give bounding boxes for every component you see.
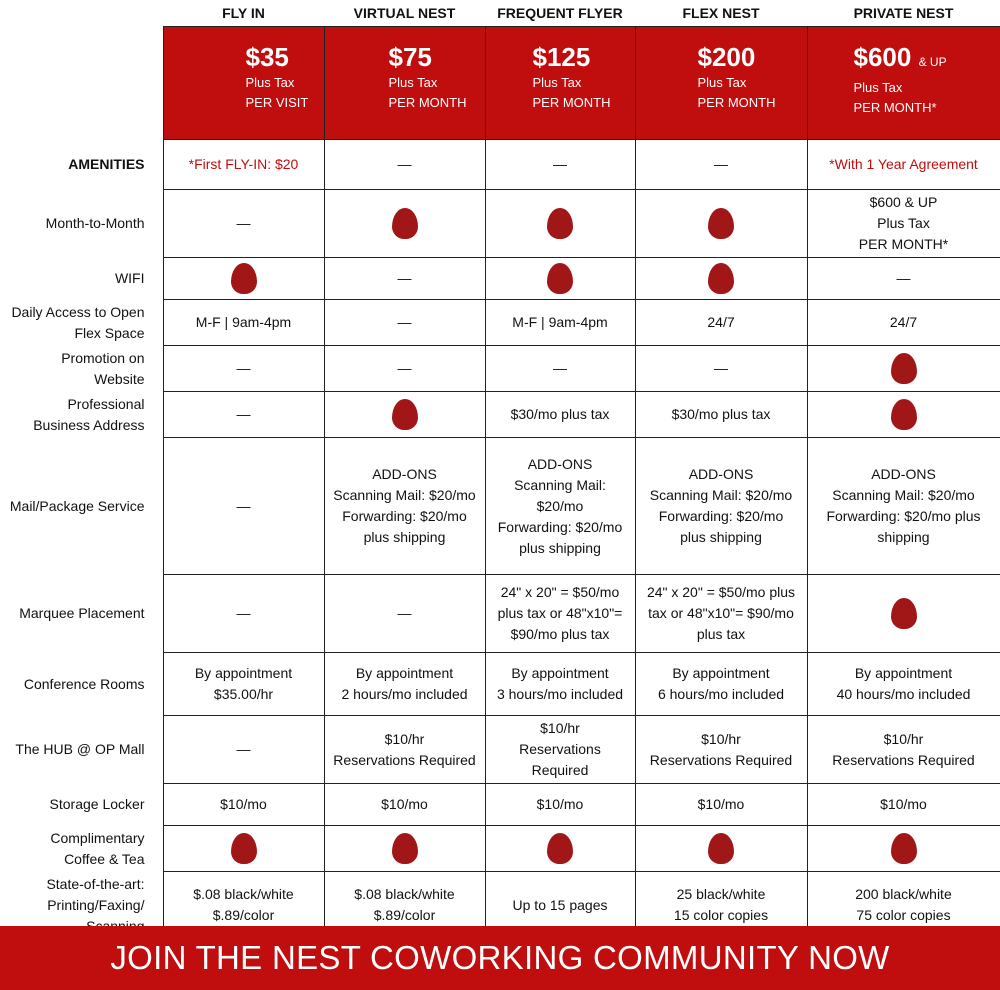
feature-label: [0, 346, 163, 392]
amenity-cell: [163, 140, 324, 190]
feature-value: $.89/color: [212, 907, 275, 923]
feature-value: 2 hours/mo included: [341, 686, 468, 702]
feature-cell: [807, 653, 1000, 716]
dash: —: [397, 314, 412, 330]
feature-cell: [485, 784, 635, 826]
feature-label-line: State-of-the-art:: [46, 875, 145, 892]
price-tax-note: Plus Tax: [245, 75, 295, 90]
feature-cell: [485, 653, 635, 716]
feature-value: $30/mo plus tax: [671, 406, 771, 422]
feature-cell: [324, 826, 485, 872]
nest-egg-icon: [708, 208, 734, 239]
feature-value: 24/7: [889, 314, 918, 330]
dash: —: [397, 605, 412, 621]
feature-value: $35.00/hr: [213, 686, 274, 702]
nest-egg-icon: [547, 208, 573, 239]
feature-value: By appointment: [672, 665, 770, 681]
nest-egg-icon: [708, 833, 734, 864]
feature-value: Forwarding: $20/mo: [497, 518, 623, 535]
feature-label-line: Coffee & Tea: [64, 850, 145, 867]
feature-label-line: Storage Locker: [49, 796, 145, 812]
feature-value: $10/hr: [384, 730, 425, 747]
feature-value: ADD-ONS: [871, 466, 936, 482]
price-period: PER MONTH*: [853, 100, 937, 115]
price-row-label: [0, 27, 163, 140]
year-agreement-note: *With 1 Year Agreement: [829, 156, 978, 172]
feature-value: $10/hr: [883, 730, 924, 747]
feature-value: 40 hours/mo included: [836, 686, 971, 702]
feature-value: $10/mo: [220, 796, 267, 812]
dash: —: [236, 215, 251, 231]
feature-value: By appointment: [194, 665, 293, 681]
price-period: PER VISIT: [245, 95, 309, 110]
feature-label: [0, 438, 163, 575]
plan-names-row: [0, 0, 1000, 27]
feature-value: plus tax or 48"x10"=: [497, 605, 623, 621]
amenity-cell: [807, 140, 1000, 190]
dash: —: [553, 156, 567, 172]
feature-cell: [807, 258, 1000, 300]
dash: —: [714, 360, 728, 376]
first-fly-in-note: *First FLY-IN: $20: [188, 156, 299, 172]
feature-value: $.08 black/white: [193, 886, 294, 902]
feature-value: Scanning Mail: $20/mo: [832, 487, 975, 503]
feature-cell: [635, 438, 807, 575]
feature-label-line: Conference Rooms: [23, 675, 145, 692]
feature-cell: [324, 575, 485, 653]
feature-cell: [807, 346, 1000, 392]
feature-row-daily-access-to-open-flex-space: [0, 300, 1000, 346]
feature-cell: [485, 300, 635, 346]
feature-label-line: Flex Space: [74, 324, 145, 341]
nest-egg-icon: [891, 598, 917, 629]
feature-label-line: Professional: [67, 395, 145, 412]
feature-cell: [324, 392, 485, 438]
nest-egg-icon: [547, 263, 573, 294]
feature-label: [0, 300, 163, 346]
feature-value: Scanning Mail: $20/mo: [649, 487, 793, 503]
feature-cell: [485, 438, 635, 575]
feature-row-professional-business-address: [0, 392, 1000, 438]
price-tax-note: Plus Tax: [853, 80, 903, 95]
price-amount: $35: [245, 42, 289, 72]
feature-label: [0, 716, 163, 784]
feature-cell: [635, 784, 807, 826]
feature-cell: [485, 716, 635, 784]
feature-cell: [163, 575, 324, 653]
plan-name-fly-in: FLY IN: [222, 5, 265, 21]
nest-egg-icon: [231, 833, 257, 864]
feature-cell: [163, 190, 324, 258]
feature-cell: [163, 438, 324, 575]
price-tax-note: Plus Tax: [388, 75, 438, 90]
plan-name-virtual-nest: VIRTUAL NEST: [353, 5, 456, 21]
nest-egg-icon: [231, 263, 257, 294]
plan-name-flex-nest: FLEX NEST: [682, 5, 760, 21]
feature-row-storage-locker: [0, 784, 1000, 826]
feature-cell: [635, 716, 807, 784]
feature-cell: [163, 784, 324, 826]
feature-value: 25 black/white: [676, 886, 766, 902]
feature-value: Up to 15 pages: [512, 896, 608, 913]
feature-value: By appointment: [854, 665, 953, 681]
feature-cell: [163, 258, 324, 300]
nest-egg-icon: [392, 833, 418, 864]
feature-cell: [807, 716, 1000, 784]
feature-cell: [807, 826, 1000, 872]
feature-label-line: The HUB @ OP Mall: [15, 741, 145, 757]
feature-label: [0, 653, 163, 716]
join-banner[interactable]: JOIN THE NEST COWORKING COMMUNITY NOW: [0, 926, 1000, 990]
feature-value: Plus Tax: [877, 215, 930, 231]
feature-row-conference-rooms: [0, 653, 1000, 716]
feature-cell: [807, 575, 1000, 653]
price-amount: $125: [532, 42, 591, 72]
feature-cell: [807, 784, 1000, 826]
feature-label-line: Printing/Faxing/: [47, 896, 145, 913]
price-row: [0, 27, 1000, 140]
feature-label-line: WIFI: [114, 270, 145, 286]
feature-cell: [485, 575, 635, 653]
feature-value: 3 hours/mo included: [496, 686, 624, 702]
nest-egg-icon: [547, 833, 573, 864]
feature-value: Scanning Mail: $20/mo: [333, 487, 476, 503]
feature-row-promotion-on-website: [0, 346, 1000, 392]
feature-value: $10/mo: [880, 796, 927, 812]
feature-cell: [485, 346, 635, 392]
nest-egg-icon: [891, 833, 917, 864]
feature-cell: [635, 190, 807, 258]
feature-row-month-to-month: [0, 190, 1000, 258]
feature-value: 15 color copies: [673, 907, 769, 923]
price-period: PER MONTH: [697, 95, 776, 110]
feature-value: By appointment: [511, 665, 609, 681]
feature-cell: [635, 826, 807, 872]
feature-cell: [635, 300, 807, 346]
feature-value: ADD-ONS: [372, 466, 437, 482]
feature-value: Forwarding: $20/mo: [658, 508, 784, 524]
feature-value: $.89/color: [373, 907, 436, 923]
feature-cell: [324, 190, 485, 258]
feature-label-line: Month-to-Month: [45, 215, 145, 231]
feature-label: [0, 258, 163, 300]
price-period: PER MONTH: [388, 95, 467, 110]
price-card-frequent-flyer[interactable]: [485, 27, 635, 140]
dash: —: [714, 156, 728, 172]
feature-value: Forwarding: $20/mo: [342, 508, 467, 524]
feature-value: $10/hr: [701, 730, 741, 747]
dash: —: [236, 406, 251, 422]
feature-value: $600 & UP: [869, 194, 938, 210]
feature-label-line: Promotion on: [61, 349, 145, 366]
feature-cell: [163, 392, 324, 438]
dash: —: [397, 270, 412, 286]
price-card-virtual-nest[interactable]: [324, 27, 485, 140]
feature-value: plus shipping: [519, 539, 601, 556]
dash: —: [236, 605, 251, 621]
feature-cell: [324, 653, 485, 716]
feature-cell: [635, 392, 807, 438]
plan-name-private-nest: PRIVATE NEST: [853, 5, 954, 21]
dash: —: [236, 360, 251, 376]
feature-label-line: Business Address: [33, 416, 145, 433]
amenity-cell: [324, 140, 485, 190]
feature-label-line: Complimentary: [50, 829, 145, 846]
feature-value: 24" x 20" = $50/mo: [500, 584, 620, 600]
amenities-label: AMENITIES: [68, 156, 145, 172]
price-amount: $75: [388, 42, 432, 72]
feature-value: 200 black/white: [855, 886, 952, 902]
feature-value: By appointment: [355, 665, 454, 681]
feature-cell: [163, 716, 324, 784]
feature-label: [0, 826, 163, 872]
feature-cell: [807, 392, 1000, 438]
feature-row-the-hub-op-mall: [0, 716, 1000, 784]
plan-name-frequent-flyer: FREQUENT FLYER: [497, 5, 623, 21]
feature-cell: [485, 392, 635, 438]
feature-value: tax or 48"x10"= $90/mo: [648, 605, 794, 621]
feature-value: $20/mo: [536, 497, 584, 514]
price-amount: $600: [853, 42, 912, 72]
nest-egg-icon: [891, 399, 917, 430]
feature-cell: [324, 258, 485, 300]
dash: —: [896, 270, 911, 286]
feature-cell: [324, 784, 485, 826]
price-tax-note: Plus Tax: [532, 75, 582, 90]
feature-value: 6 hours/mo included: [657, 686, 785, 702]
feature-value: M-F | 9am-4pm: [195, 314, 292, 330]
feature-cell: [807, 300, 1000, 346]
feature-value: 24/7: [707, 314, 735, 330]
corner-cell: [0, 0, 163, 27]
feature-value: plus shipping: [363, 529, 446, 545]
feature-label: [0, 190, 163, 258]
feature-cell: [635, 346, 807, 392]
feature-label: [0, 784, 163, 826]
feature-cell: [163, 826, 324, 872]
feature-value: Scanning Mail:: [514, 476, 606, 493]
nest-egg-icon: [392, 208, 418, 239]
feature-label-line: Marquee Placement: [19, 605, 145, 621]
amenities-row: [0, 140, 1000, 190]
feature-value: Reservations: [519, 741, 601, 757]
dash: —: [397, 156, 412, 172]
feature-row-mail-package-service: [0, 438, 1000, 575]
feature-cell: [324, 438, 485, 575]
price-period: PER MONTH: [532, 95, 611, 110]
feature-value: PER MONTH*: [858, 236, 949, 252]
feature-value: Reservations Required: [649, 751, 793, 768]
feature-value: ADD-ONS: [527, 455, 593, 472]
price-card-flex-nest[interactable]: [635, 27, 807, 140]
feature-value: Forwarding: $20/mo plus: [826, 508, 981, 524]
feature-value: $90/mo plus tax: [510, 626, 610, 642]
feature-value: $10/mo: [697, 796, 745, 812]
dash: —: [236, 497, 251, 514]
feature-value: plus tax: [696, 626, 746, 642]
feature-cell: [635, 653, 807, 716]
feature-value: ADD-ONS: [688, 466, 754, 482]
amenity-cell: [635, 140, 807, 190]
feature-cell: [485, 826, 635, 872]
feature-cell: [163, 300, 324, 346]
feature-value: Required: [531, 762, 589, 778]
feature-row-complimentary-coffee-tea: [0, 826, 1000, 872]
feature-cell: [324, 716, 485, 784]
dash: —: [553, 360, 567, 376]
price-card-private-nest[interactable]: [807, 27, 1000, 140]
feature-cell: [485, 258, 635, 300]
feature-cell: [163, 346, 324, 392]
price-suffix: & UP: [918, 55, 947, 69]
nest-egg-icon: [708, 263, 734, 294]
feature-value: 75 color copies: [856, 907, 951, 923]
feature-value: plus shipping: [680, 529, 762, 545]
price-card-fly-in[interactable]: [163, 27, 324, 140]
dash: —: [397, 360, 412, 376]
feature-cell: [324, 300, 485, 346]
feature-cell: [324, 346, 485, 392]
feature-value: $10/mo: [381, 796, 428, 812]
feature-value: M-F | 9am-4pm: [512, 314, 608, 330]
feature-label-line: Mail/Package Service: [9, 497, 145, 514]
feature-cell: [635, 258, 807, 300]
amenity-cell: [485, 140, 635, 190]
feature-cell: [635, 575, 807, 653]
feature-value: Reservations Required: [832, 751, 975, 768]
feature-value: shipping: [877, 529, 930, 545]
feature-value: $10/hr: [540, 720, 580, 736]
price-amount: $200: [697, 42, 756, 72]
feature-value: Reservations Required: [333, 751, 476, 768]
feature-cell: [807, 438, 1000, 575]
feature-label: [0, 575, 163, 653]
dash: —: [236, 741, 251, 757]
feature-label: [0, 392, 163, 438]
feature-label-line: Website: [94, 370, 145, 387]
feature-value: 24" x 20" = $50/mo plus: [646, 584, 796, 600]
feature-value: $30/mo plus tax: [510, 406, 610, 422]
feature-cell: [807, 190, 1000, 258]
feature-value: $10/mo: [536, 796, 584, 812]
feature-label-line: Daily Access to Open: [11, 303, 145, 320]
feature-value: $.08 black/white: [354, 886, 455, 902]
feature-cell: [163, 653, 324, 716]
feature-cell: [485, 190, 635, 258]
nest-egg-icon: [891, 353, 917, 384]
nest-egg-icon: [392, 399, 418, 430]
price-tax-note: Plus Tax: [697, 75, 747, 90]
feature-row-marquee-placement: [0, 575, 1000, 653]
feature-row-wifi: [0, 258, 1000, 300]
